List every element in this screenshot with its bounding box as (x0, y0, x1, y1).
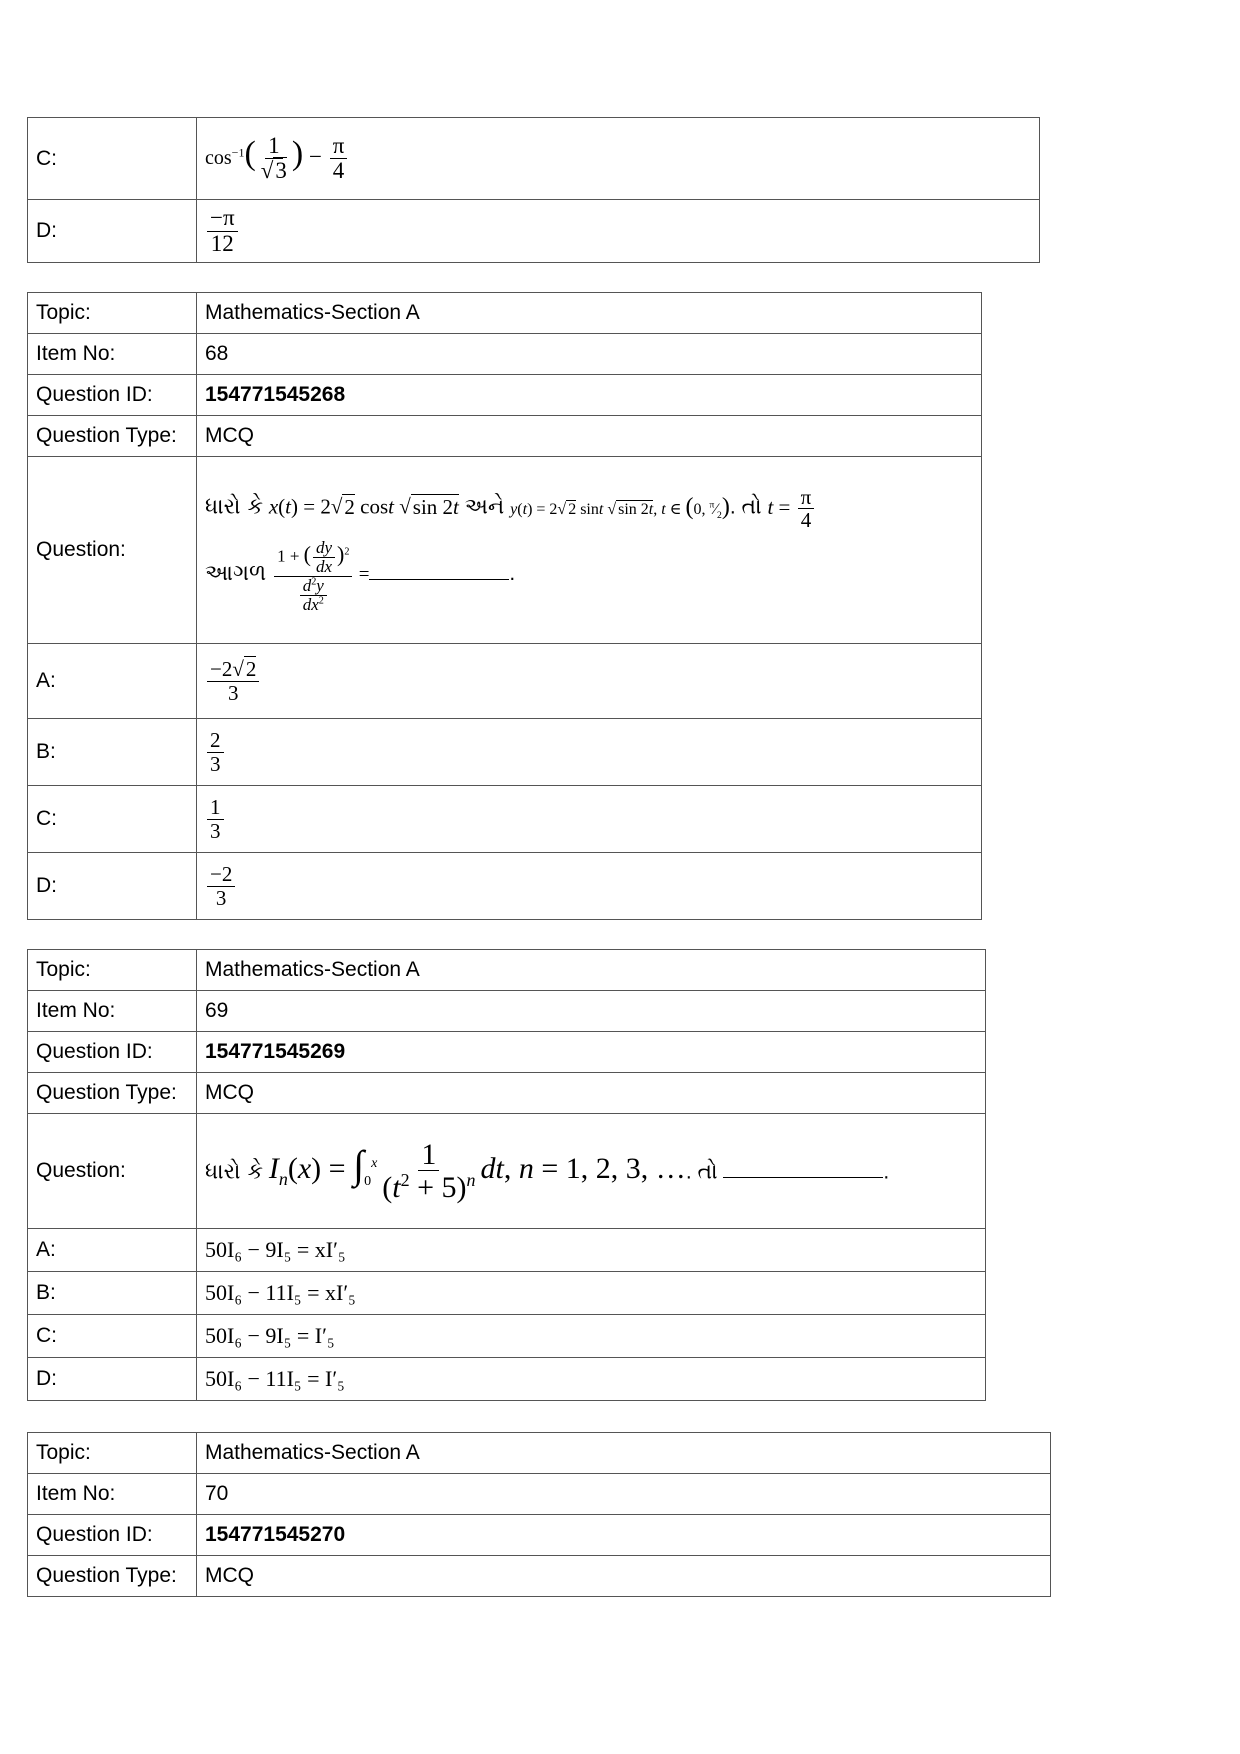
prev-option-c-math: $\cos^{-1}$( $\frac{1}{√3}$ ) − $\frac{\pi}{4}$ (205, 144, 349, 169)
item-no-row (28, 1474, 1051, 1515)
question-id-row (28, 375, 982, 416)
option-label: B: (28, 719, 197, 786)
prev-question-table (27, 117, 1040, 263)
question-id-value: 154771545270 (197, 1515, 1051, 1556)
option-row-a (28, 1229, 986, 1272)
item-no-value: 68 (197, 334, 982, 375)
question-id-label: Question ID: (28, 1032, 197, 1073)
question-id-label: Question ID: (28, 375, 197, 416)
question-table-70 (27, 1432, 1051, 1597)
option-row-a (28, 644, 982, 719)
option-row-c (28, 118, 1040, 200)
question-table-68 (27, 292, 982, 920)
question-line-1: ધારો કે x(t) = 2√2 cost √sin 2t અને y(t) = 2√ 2 sint √ sin 2t, t ∈ (0, $^\pi⁄_2$). તો t = $\frac{\pi}{4}$ (205, 486, 973, 531)
question-type-value: MCQ (197, 1556, 1051, 1597)
option-label: C: (28, 1315, 197, 1358)
text-dharo-ke: ધારો કે (205, 1158, 263, 1184)
question-body: ધારો કે $I_n(x) = \int_0^x$ $\frac{1}{(t^2 + 5)^n}$ dt, n = 1, 2, 3, …. તો . (197, 1114, 986, 1229)
question-row (28, 457, 982, 644)
option-value (197, 200, 1040, 263)
question-type-label: Question Type: (28, 1073, 197, 1114)
topic-value: Mathematics-Section A (197, 1433, 1051, 1474)
option-value (197, 719, 982, 786)
question-id-value: 154771545269 (197, 1032, 986, 1073)
question-label: Question: (28, 457, 197, 644)
option-label: A: (28, 1229, 197, 1272)
item-no-row (28, 991, 986, 1032)
question-label: Question: (28, 1114, 197, 1229)
option-value (197, 644, 982, 719)
topic-row (28, 1433, 1051, 1474)
option-value: 50I₆ − 9I₅ = I′₅ (197, 1315, 986, 1358)
question-id-value: 154771545268 (197, 375, 982, 416)
topic-label: Topic: (28, 293, 197, 334)
text-to: તો (697, 1158, 718, 1184)
item-no-label: Item No: (28, 334, 197, 375)
q68-option-a-math: $\frac{-2√2}{3}$ (205, 667, 261, 691)
option-label: D: (28, 1358, 197, 1401)
question-type-row (28, 1073, 986, 1114)
option-value: 50I₆ − 11I₅ = xI′₅ (197, 1272, 986, 1315)
question-row (28, 1114, 986, 1229)
answer-blank (369, 559, 509, 580)
question-table-69 (27, 949, 986, 1401)
equation-x-of-t: x(t) = 2√2 cost √sin 2t (268, 494, 459, 519)
question-id-row (28, 1032, 986, 1073)
item-no-row (28, 334, 982, 375)
option-row-d (28, 1358, 986, 1401)
item-no-label: Item No: (28, 991, 197, 1032)
question-type-label: Question Type: (28, 416, 197, 457)
option-row-c (28, 786, 982, 853)
question-type-row (28, 1556, 1051, 1597)
topic-row (28, 293, 982, 334)
answer-blank (723, 1157, 883, 1178)
q68-option-c-math: $\frac{1}{3}$ (205, 805, 226, 829)
prev-option-d-math: $\frac{-\pi}{12}$ (205, 216, 240, 241)
question-id-row (28, 1515, 1051, 1556)
question-body (197, 457, 982, 644)
question-line-2: આગળ 1 + ( $\frac{dy}{dx}$ )$^2$ $\frac{d^2y}{dx^2}$ = . (205, 538, 516, 614)
question-type-label: Question Type: (28, 1556, 197, 1597)
topic-value: Mathematics-Section A (197, 950, 986, 991)
text-dharo-ke: ધારો કે (205, 494, 263, 520)
option-label: D: (28, 853, 197, 920)
equation-y-of-t: y(t) = 2√ 2 sint √ sin 2t, t ∈ (0, $^\pi⁄_2$) (510, 493, 730, 521)
q68-option-b-math: $\frac{2}{3}$ (205, 738, 226, 762)
option-label: C: (28, 118, 197, 200)
option-value (197, 786, 982, 853)
option-value (197, 118, 1040, 200)
option-row-d (28, 200, 1040, 263)
option-row-c (28, 1315, 986, 1358)
equation-ratio: 1 + ( $\frac{dy}{dx}$ )$^2$ $\frac{d^2y}{dx^2}$ (272, 565, 359, 584)
equation-integral: $I_n(x) = \int_0^x$ $\frac{1}{(t^2 + 5)^n}$ dt, n = 1, 2, 3, … (268, 1137, 686, 1204)
option-row-b (28, 1272, 986, 1315)
option-value: 50I₆ − 9I₅ = xI′₅ (197, 1229, 986, 1272)
item-no-value: 70 (197, 1474, 1051, 1515)
question-id-label: Question ID: (28, 1515, 197, 1556)
topic-label: Topic: (28, 950, 197, 991)
topic-row (28, 950, 986, 991)
equation-t-value: t = $\frac{\pi}{4}$ (767, 495, 816, 519)
text-aagal: આગળ (205, 561, 267, 587)
option-label: A: (28, 644, 197, 719)
option-label: C: (28, 786, 197, 853)
item-no-label: Item No: (28, 1474, 197, 1515)
option-value (197, 853, 982, 920)
question-type-value: MCQ (197, 1073, 986, 1114)
text-ane: અને (464, 494, 505, 520)
question-type-value: MCQ (197, 416, 982, 457)
option-row-b (28, 719, 982, 786)
option-label: D: (28, 200, 197, 263)
question-type-row (28, 416, 982, 457)
topic-value: Mathematics-Section A (197, 293, 982, 334)
topic-label: Topic: (28, 1433, 197, 1474)
option-value: 50I₆ − 11I₅ = I′₅ (197, 1358, 986, 1401)
text-to: તો (741, 494, 762, 520)
item-no-value: 69 (197, 991, 986, 1032)
q68-option-d-math: $\frac{-2}{3}$ (205, 872, 237, 896)
option-row-d (28, 853, 982, 920)
option-label: B: (28, 1272, 197, 1315)
